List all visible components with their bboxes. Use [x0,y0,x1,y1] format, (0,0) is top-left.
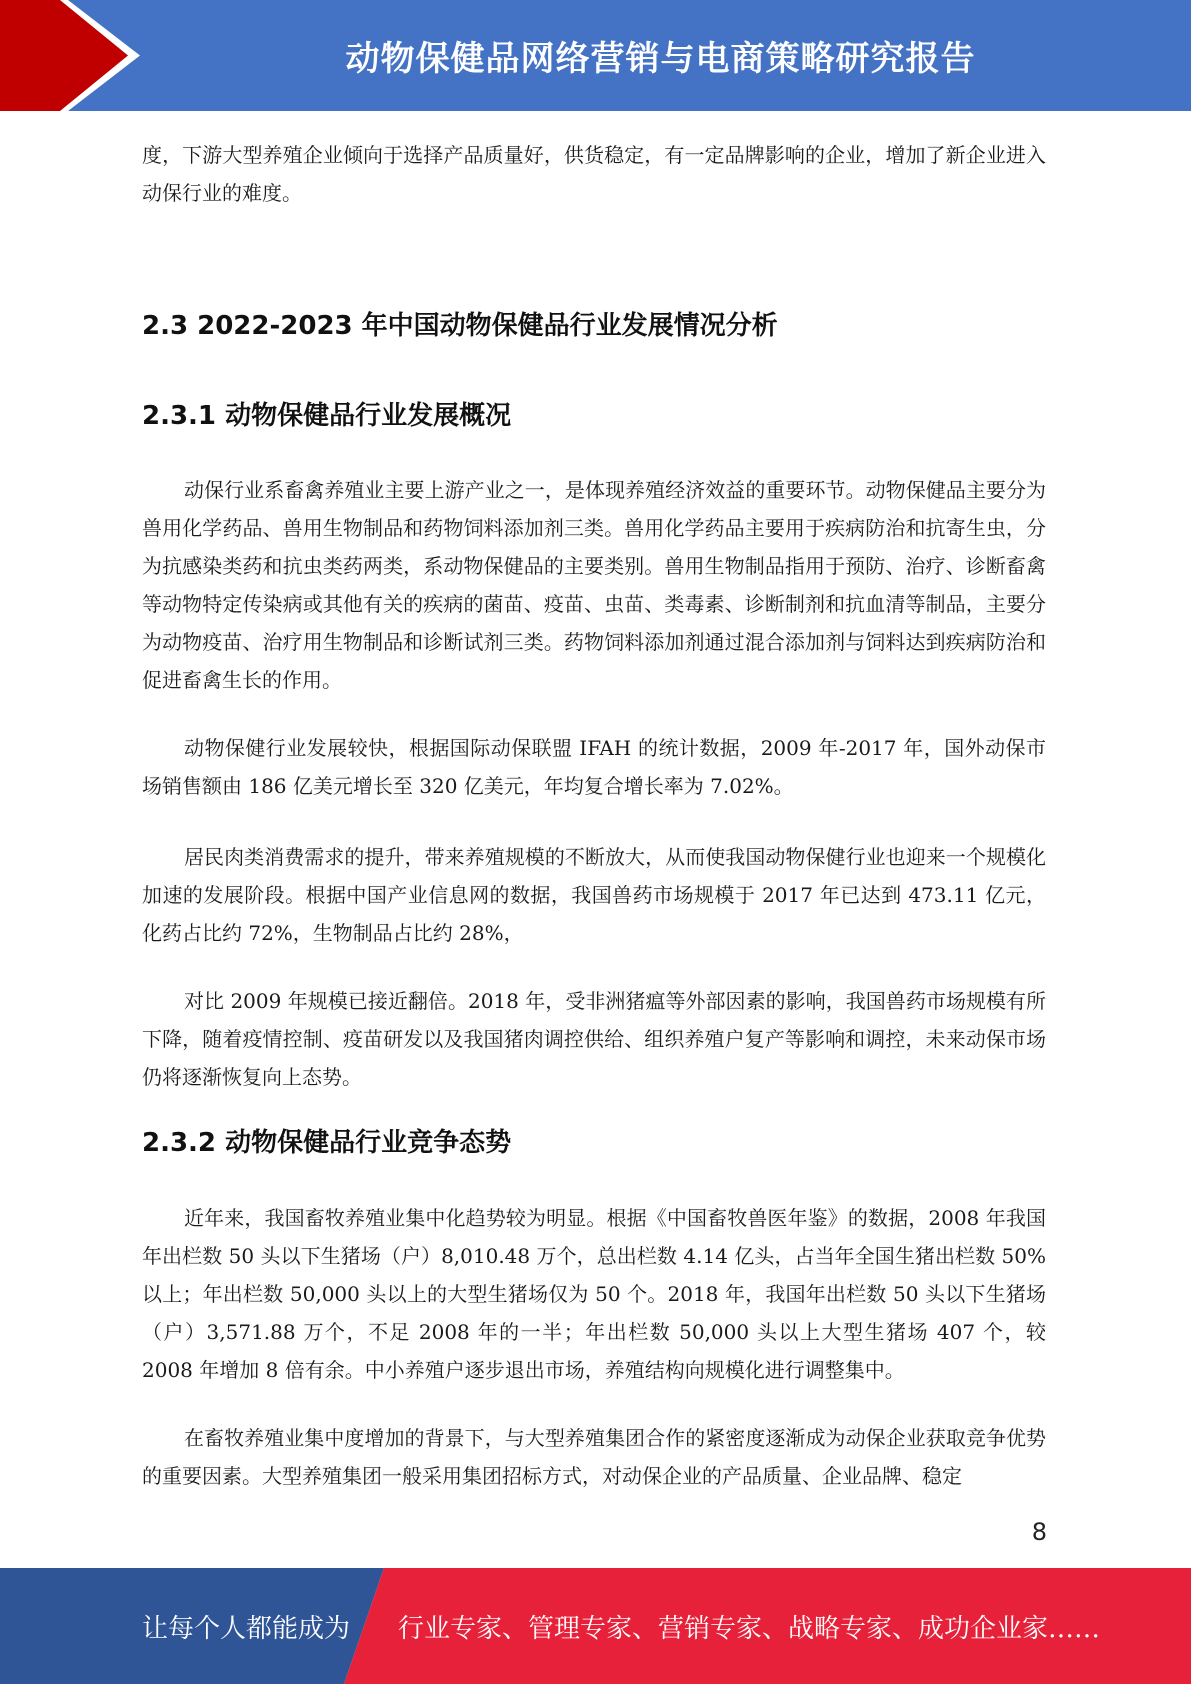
paragraph-outlook: 对比 2009 年规模已接近翻倍。2018 年，受非洲猪瘟等外部因素的影响，我国兽药市场规模有所下降，随着疫情控制、疫苗研发以及我国猪肉调控供给、组织养殖户复产等影响和调控，未来动保市场仍将逐渐恢复向上态势。 [142,989,1046,1089]
paragraph-growth: 动物保健行业发展较快，根据国际动保联盟 IFAH 的统计数据，2009 年-2017 年，国外动保市场销售额由 186 亿美元增长至 320 亿美元，年均复合增长率为 7.02%。 [142,736,1046,798]
intro-paragraph: 度，下游大型养殖企业倾向于选择产品质量好，供货稳定，有一定品牌影响的企业，增加了新企业进入动保行业的难度。 [142,143,1046,205]
footer-slogan-right: 行业专家、管理专家、营销专家、战略专家、成功企业家…… [398,1613,1101,1644]
section-heading-2-3-1: 2.3.1 动物保健品行业发展概况 [142,401,512,431]
section-heading-2-3-2: 2.3.2 动物保健品行业竞争态势 [142,1128,512,1158]
paragraph-scale: 居民肉类消费需求的提升，带来养殖规模的不断放大，从而使我国动物保健行业也迎来一个规模化加速的发展阶段。根据中国产业信息网的数据，我国兽药市场规模于 2017 年已达到 473.11 亿元，化药占比约 72%，生物制品占比约 28%， [142,845,1046,945]
page-header [0,0,1191,111]
paragraph-competition: 在畜牧养殖业集中度增加的背景下，与大型养殖集团合作的紧密度逐渐成为动保企业获取竞争优势的重要因素。大型养殖集团一般采用集团招标方式，对动保企业的产品质量、企业品牌、稳定 [142,1426,1046,1488]
report-title: 动物保健品网络营销与电商策略研究报告 [345,39,976,79]
footer-slogan-left: 让每个人都能成为 [142,1613,351,1644]
paragraph-concentration: 近年来，我国畜牧养殖业集中化趋势较为明显。根据《中国畜牧兽医年鉴》的数据，2008 年我国年出栏数 50 头以下生猪场（户）8,010.48 万个，总出栏数 4.14 亿头，占当年全国生猪出栏数 50%以上；年出栏数 50,000 头以上的大型生猪场仅为 50 个。2018 年，我国年出栏数 50 头以下生猪场（户）3,571.88 万个，不足 2008 年的一半；年出栏数 50,000 头以上大型生猪场 407 个，较 2008 年增加 8 倍有余。中小养殖户逐步退出市场，养殖结构向规模化进行调整集中。 [142,1206,1046,1382]
page-number: 8 [1031,1518,1047,1546]
section-heading-2-3: 2.3 2022-2023 年中国动物保健品行业发展情况分析 [142,311,778,341]
page-footer [0,1568,1191,1684]
header-chevron-icon [0,0,160,111]
paragraph-overview: 动保行业系畜禽养殖业主要上游产业之一，是体现养殖经济效益的重要环节。动物保健品主要分为兽用化学药品、兽用生物制品和药物饲料添加剂三类。兽用化学药品主要用于疾病防治和抗寄生虫，分为抗感染类药和抗虫类药两类，系动物保健品的主要类别。兽用生物制品指用于预防、治疗、诊断畜禽等动物特定传染病或其他有关的疾病的菌苗、疫苗、虫苗、类毒素、诊断制剂和抗血清等制品，主要分为动物疫苗、治疗用生物制品和诊断试剂三类。药物饲料添加剂通过混合添加剂与饲料达到疾病防治和促进畜禽生长的作用。 [142,478,1046,692]
